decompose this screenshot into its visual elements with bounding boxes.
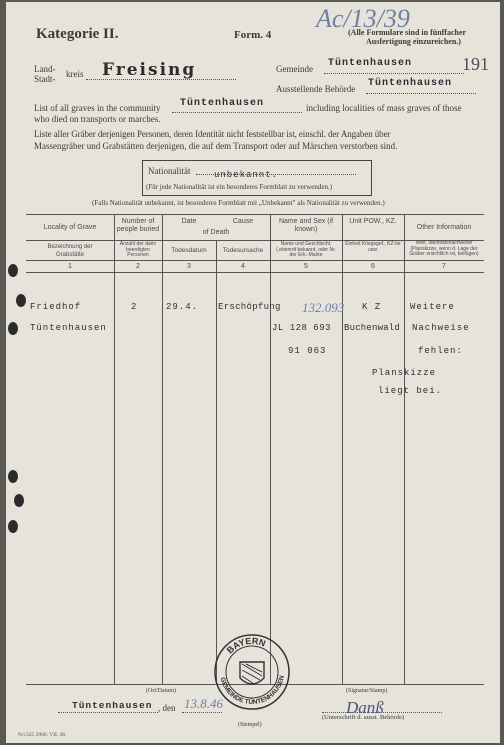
punch-hole [8, 520, 18, 533]
intro-en-suffix: including localities of mass graves of those [306, 103, 462, 113]
place-date-label: (Ort/Datum) [146, 688, 176, 694]
col-number-1: 1 [68, 263, 72, 270]
col-de-locality: Bezeichnung der Grabstätte [47, 244, 93, 258]
entry-locality-line2: Tüntenhausen [30, 323, 107, 333]
handwritten-reference: Ac/13/39 [316, 4, 410, 33]
col-number-5: 5 [304, 263, 308, 270]
stadt-label: Stadt- [34, 74, 56, 84]
col-header-of-death: of Death [202, 229, 230, 236]
punch-hole [14, 494, 24, 507]
den-label: , den [158, 703, 176, 713]
nationality-footnote: (Falls Nationalität unbekannt, ist besonderes Formblatt mit „Unbekannt" als Nationalität zu verwenden.) [92, 199, 385, 207]
col-header-other: Other Information [416, 224, 472, 231]
behoerde-value: Tüntenhausen [368, 78, 453, 89]
col-number-6: 6 [371, 263, 375, 270]
intro-en-line2: who died on transports or marches. [34, 114, 161, 124]
col-header-name: Name and Sex (if known) [278, 218, 334, 233]
signature-caption: (Unterschrift d. ausst. Behörde) [322, 714, 405, 721]
category-title: Kategorie II. [36, 26, 119, 42]
municipal-stamp [212, 632, 292, 712]
entry-count: 2 [131, 302, 138, 312]
col-header-cause: Cause [232, 218, 254, 225]
gemeinde-value: Tüntenhausen [328, 58, 413, 69]
entry-info-line4: Planskizze [372, 368, 437, 378]
nationality-hint: (Für jede Nationalität ist ein besonderes Formblatt zu verwenden.) [146, 183, 333, 191]
copies-note-line1: (Alle Formulare sind in fünffacher [348, 28, 467, 37]
col-de-name: Name und Geschlecht, (.ebenrdt bekannt, oder Nr. der Erk.-Marke [276, 241, 336, 258]
punch-hole [8, 322, 18, 335]
col-number-3: 3 [187, 263, 191, 270]
intro-en-prefix: List of all graves in the community [34, 103, 161, 113]
svg-text:BAYERN [225, 636, 267, 656]
print-code: N/c325 2000. VII. 46. [18, 732, 67, 738]
gemeinde-label: Gemeinde [276, 64, 313, 74]
intro-en-community: Tüntenhausen [180, 98, 265, 109]
place-value: Tüntenhausen [72, 700, 153, 711]
entry-info-line1: Weitere [410, 302, 455, 312]
entry-name-line2: JL 128 693 [272, 323, 332, 333]
col-de-unit: Einheit Kriegsgef., KZ-ler usw. [345, 241, 401, 253]
col-number-7: 7 [442, 263, 446, 270]
stamp-text-bottom: GEMEINDE TÜNTENHAUSEN [218, 674, 286, 707]
entry-cause: Erschöpfung [218, 302, 281, 312]
col-de-number: Anzahl der darin beerdigten Personen [119, 241, 157, 258]
entry-info-line5: liegt bei. [378, 386, 443, 396]
intro-de-line2: Massengräber und Grabstätten derjenigen, die auf dem Transport oder auf Märschen verstorben sind. [34, 141, 398, 151]
col-number-2: 2 [136, 263, 140, 270]
col-de-date: Todesdatum [171, 247, 207, 254]
entry-locality-line1: Friedhof [30, 302, 82, 312]
entry-date: 29.4. [166, 302, 199, 312]
entry-info-line2: Nachweise [412, 323, 470, 333]
punch-hole [16, 294, 26, 307]
stamp-label: (Stempel) [238, 722, 262, 728]
nationality-value: unbekannt. [214, 170, 279, 180]
form-sheet [6, 2, 500, 743]
entry-name-handwritten: 132.093 [302, 300, 345, 315]
copies-note-line2: Ausfertigung einzureichen.) [366, 37, 461, 46]
behoerde-label: Ausstellende Behörde [276, 84, 356, 94]
kreis-label: kreis [66, 69, 84, 79]
col-header-locality: Locality of Grave [43, 224, 97, 231]
entry-unit: K Z [362, 302, 382, 312]
col-header-date: Date [181, 218, 197, 225]
land-label: Land- [34, 64, 56, 74]
signature-label: (Signatur/Stamp) [346, 688, 388, 694]
entry-name-line3: 91 063 [288, 346, 327, 356]
entry-info-line3: fehlen: [418, 346, 463, 356]
punch-hole [8, 470, 18, 483]
date-value: 13.8.46 [184, 696, 223, 711]
stamp-text-top: BAYERN [224, 635, 267, 656]
col-de-other: Weit. Identitätsnachweise (Planskizze, wenn d. Lage der Gräber ersichtlich ist, beifügen) [409, 240, 479, 257]
nationality-label: Nationalität [148, 166, 191, 176]
page-number: 191 [462, 54, 489, 74]
signature: Danß [346, 698, 384, 717]
entry-unit-line2: Buchenwald [344, 323, 401, 333]
punch-hole [8, 264, 18, 277]
form-number: Form. 4 [234, 29, 272, 41]
col-de-cause: Todesursache [222, 247, 264, 254]
col-header-number: Number of people buried [116, 218, 160, 233]
intro-de-line1: Liste aller Gräber derjenigen Personen, deren Identität nicht feststellbar ist, einschl. der Angaben über [34, 129, 391, 139]
col-number-4: 4 [241, 263, 245, 270]
kreis-value: Freising [102, 60, 197, 80]
col-header-unit: Unit POW., KZ. [349, 218, 397, 225]
